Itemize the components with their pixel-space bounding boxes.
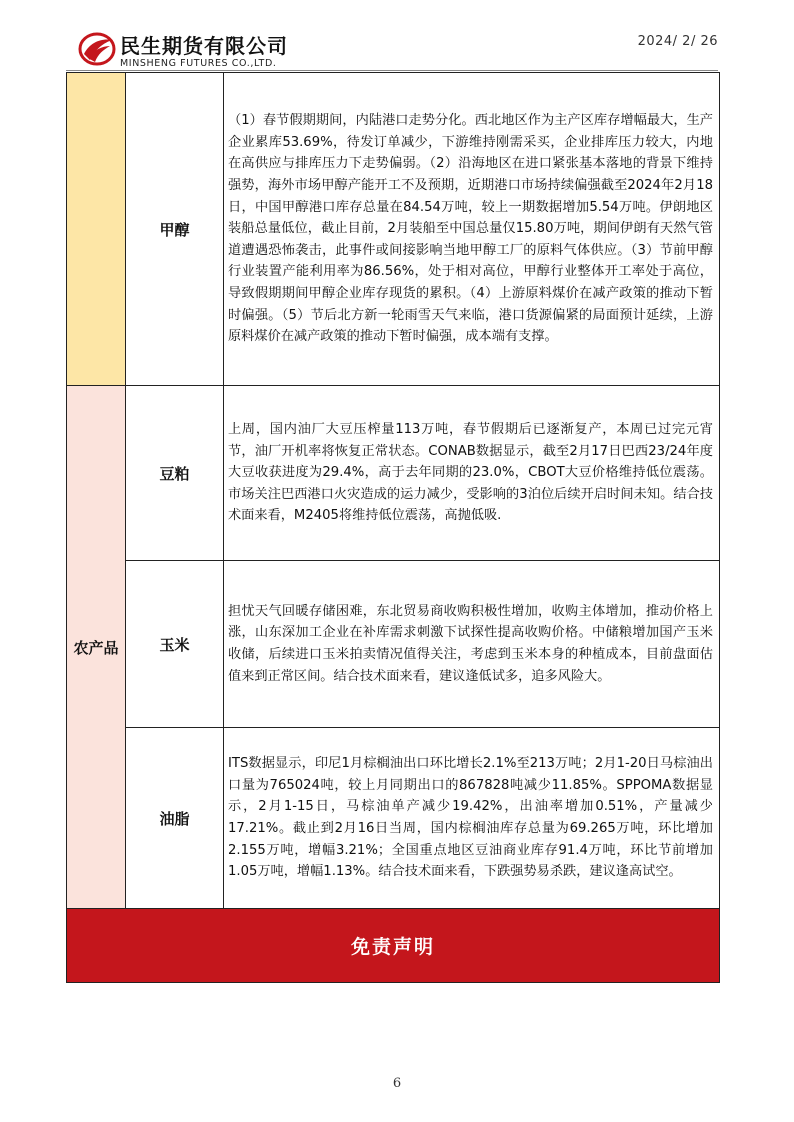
table-row-disclaimer xyxy=(67,909,720,983)
disclaimer-heading: 免责声明 xyxy=(67,909,720,983)
commodity-analysis-table xyxy=(66,72,720,983)
table-row-oils xyxy=(67,728,720,909)
analysis-text-soymeal: 上周，国内油厂大豆压榨量113万吨，春节假期后已逐渐复产，本周已过完元宵节，油厂开机率将恢复正常状态。CONAB数据显示，截至2月17日巴西23/24年度大豆收获进度为29.4%，高于去年同期的23.0%，CBOT大豆价格维持低位震荡。市场关注巴西港口火灾造成的运力减少，受影响的3泊位后续开启时间未知。结合技术面来看，M2405将维持低位震荡，高抛低吸. xyxy=(224,386,720,561)
product-name-corn: 玉米 xyxy=(126,561,224,728)
analysis-text-oils: ITS数据显示，印尼1月棕榈油出口环比增长2.1%至213万吨；2月1-20日马棕油出口量为765024吨，较上月同期出口的867828吨减少11.85%。SPPOMA数据显示，2月1-15日，马棕油单产减少19.42%，出油率增加0.51%，产量减少17.21%。截止到2月16日当周，国内棕榈油库存总量为69.265万吨，环比增加2.155万吨，增幅3.21%；全国重点地区豆油商业库存91.4万吨，环比节前增加1.05万吨，增幅1.13%。结合技术面来看，下跌强势易杀跌，建议逢高试空。 xyxy=(224,728,720,909)
page-number: 6 xyxy=(392,1076,402,1091)
company-logo xyxy=(78,28,318,74)
category-cell-energy xyxy=(67,73,126,386)
analysis-text-methanol: （1）春节假期期间，内陆港口走势分化。西北地区作为主产区库存增幅最大，生产企业累库53.69%，待发订单减少，下游维持刚需采买，企业排库压力较大，内地在高供应与排库压力下走势偏弱。（2）沿海地区在进口紧张基本落地的背景下维持强势，海外市场甲醇产能开工不及预期，近期港口市场持续偏强截至2024年2月18日，中国甲醇港口库存总量在84.54万吨，较上一期数据增加5.54万吨。伊朗地区装船总量低位，截止目前，2月装船至中国总量仅15.80万吨，期间伊朗有天然气管道遭遇恐怖袭击，此事件或间接影响当地甲醇工厂的原料气体供应。（3）节前甲醇行业装置产能利用率为86.56%，处于相对高位，甲醇行业整体开工率处于高位，导致假期期间甲醇企业库存现货的累积。（4）上游原料煤价在减产政策的推动下暂时偏强。（5）节后北方新一轮雨雪天气来临，港口货源偏紧的局面预计延续，上游原料煤价在减产政策的推动下暂时偏强，成本端有支撑。 xyxy=(224,73,720,386)
table-row-methanol xyxy=(67,73,720,386)
company-name-en: MINSHENG FUTURES CO.,LTD. xyxy=(120,58,277,69)
table-row-corn xyxy=(67,561,720,728)
table-row-soymeal xyxy=(67,386,720,561)
product-name-methanol: 甲醇 xyxy=(126,73,224,386)
product-name-oils: 油脂 xyxy=(126,728,224,909)
company-name-cn: 民生期货有限公司 xyxy=(120,34,288,58)
product-name-soymeal: 豆粕 xyxy=(126,386,224,561)
report-date: 2024/ 2/ 26 xyxy=(637,34,718,49)
analysis-text-corn: 担忧天气回暖存储困难，东北贸易商收购积极性增加，收购主体增加，推动价格上涨，山东深加工企业在补库需求刺激下试探性提高收购价格。中储粮增加国产玉米收储，后续进口玉米拍卖情况值得关注，考虑到玉米本身的种植成本，目前盘面估值来到正常区间。结合技术面来看，建议逢低试多，追多风险大。 xyxy=(224,561,720,728)
category-cell-agri: 农产品 xyxy=(67,386,126,909)
header-divider xyxy=(66,70,718,71)
minsheng-logo-icon xyxy=(78,32,116,66)
